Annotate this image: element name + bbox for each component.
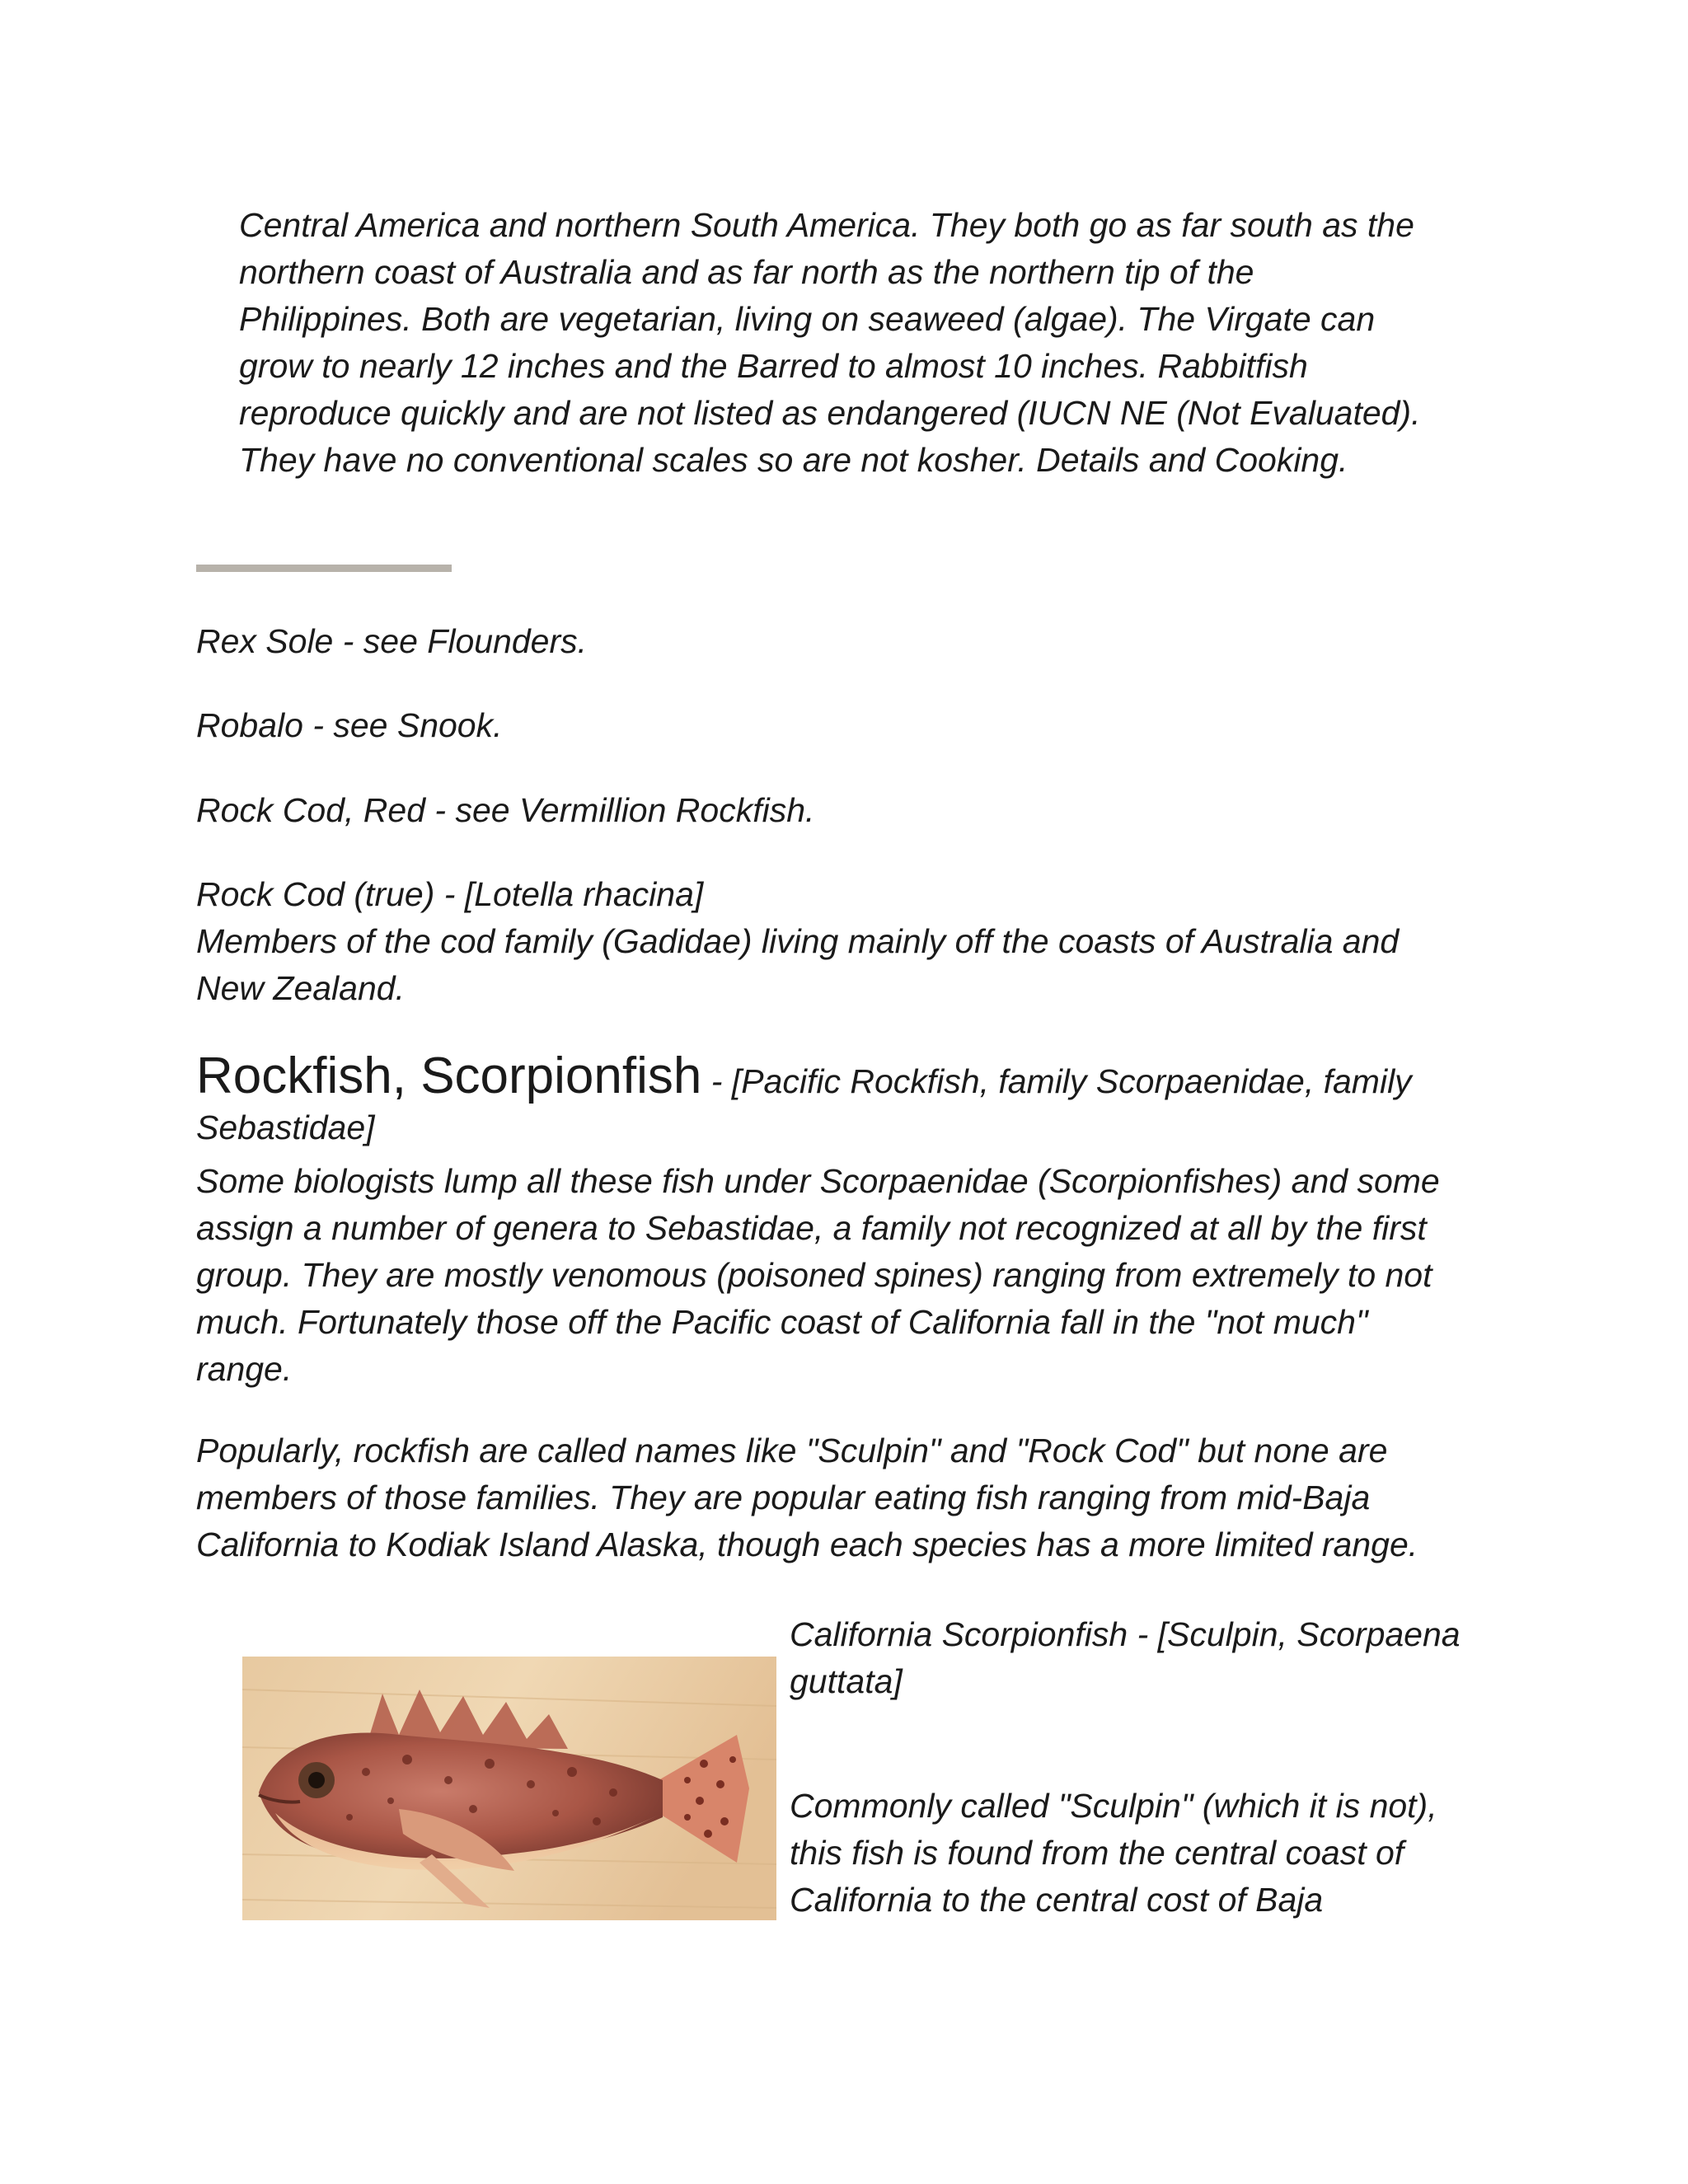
section-divider: [196, 565, 452, 572]
intro-line: reproduce quickly and are not listed as endangered (IUCN NE (Not Evaluated).: [239, 394, 1421, 432]
california-scorpionfish-photo: [242, 1657, 776, 1920]
paragraph-line: much. Fortunately those off the Pacific coast of California fall in the "not much": [196, 1303, 1368, 1341]
intro-line: Central America and northern South America. They both go as far south as the: [239, 206, 1414, 244]
entry-rock-cod-true: [196, 871, 1399, 1012]
intro-line: They have no conventional scales so are not kosher. Details and Cooking.: [239, 441, 1348, 479]
intro-line: Philippines. Both are vegetarian, living on seaweed (algae). The Virgate can: [239, 300, 1376, 338]
rockfish-subtitle: - [Pacific Rockfish, family Scorpaenidae, family: [701, 1062, 1412, 1100]
california-scorpionfish-title: [790, 1611, 1461, 1705]
entry-description: New Zealand.: [196, 969, 405, 1007]
rockfish-paragraph-2: [196, 1427, 1418, 1568]
entry-robalo: Robalo - see Snook.: [196, 706, 503, 744]
paragraph-line: range.: [196, 1350, 293, 1388]
intro-paragraph: [239, 202, 1420, 484]
species-title: California Scorpionfish - [Sculpin, Scorpaena: [790, 1615, 1461, 1653]
intro-line: grow to nearly 12 inches and the Barred to almost 10 inches. Rabbitfish: [239, 347, 1308, 385]
entry-description: Members of the cod family (Gadidae) living mainly off the coasts of Australia and: [196, 922, 1400, 960]
paragraph-line: group. They are mostly venomous (poisoned spines) ranging from extremely to not: [196, 1256, 1432, 1294]
paragraph-line: Popularly, rockfish are called names like "Sculpin" and "Rock Cod" but none are: [196, 1432, 1388, 1469]
entry-rex-sole: Rex Sole - see Flounders.: [196, 622, 588, 660]
description-line: Commonly called "Sculpin" (which it is not),: [790, 1787, 1437, 1825]
intro-line: northern coast of Australia and as far north as the northern tip of the: [239, 253, 1254, 291]
california-scorpionfish-description: [790, 1783, 1437, 1924]
rockfish-title: Rockfish, Scorpionfish: [196, 1047, 702, 1104]
species-title: guttata]: [790, 1662, 903, 1700]
rockfish-heading: [196, 1047, 1482, 1151]
description-line: California to the central cost of Baja: [790, 1881, 1324, 1919]
entry-title: Rock Cod (true) - [Lotella rhacina]: [196, 875, 704, 913]
fish-photo-graphic: [242, 1657, 776, 1920]
paragraph-line: California to Kodiak Island Alaska, though each species has a more limited range.: [196, 1526, 1418, 1563]
paragraph-line: Some biologists lump all these fish under Scorpaenidae (Scorpionfishes) and some: [196, 1162, 1440, 1200]
entry-rock-cod-red: Rock Cod, Red - see Vermillion Rockfish.: [196, 791, 815, 829]
rockfish-subtitle-cont: Sebastidae]: [196, 1108, 375, 1146]
rockfish-paragraph-1: [196, 1158, 1440, 1393]
paragraph-line: assign a number of genera to Sebastidae, a family not recognized at all by the first: [196, 1209, 1427, 1247]
description-line: this fish is found from the central coast of: [790, 1834, 1404, 1872]
paragraph-line: members of those families. They are popular eating fish ranging from mid-Baja: [196, 1479, 1371, 1516]
